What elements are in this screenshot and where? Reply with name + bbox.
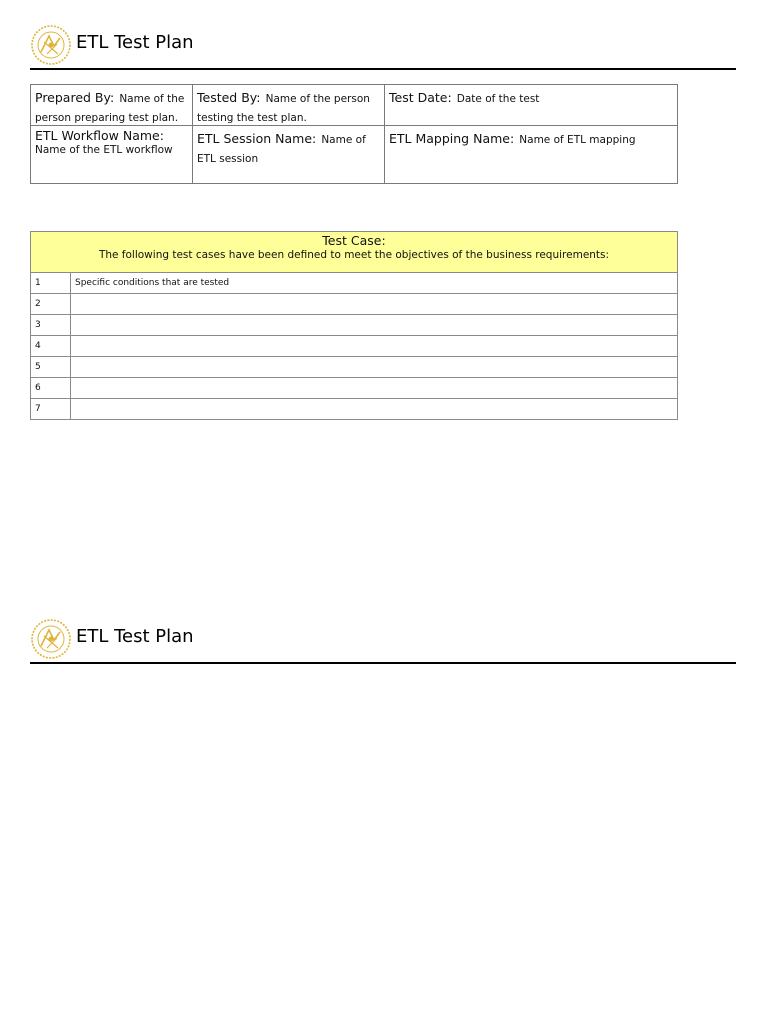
table-row xyxy=(31,273,678,294)
header-rule xyxy=(30,68,736,70)
table-row xyxy=(31,357,678,378)
row-text[interactable]: Specific conditions that are tested xyxy=(71,273,678,294)
table-row xyxy=(31,399,678,420)
row-number: 6 xyxy=(31,378,71,399)
workflow-cell xyxy=(31,126,193,184)
session-label: ETL Session Name: xyxy=(197,131,317,146)
table-row xyxy=(31,315,678,336)
table-row xyxy=(31,294,678,315)
gold-seal-logo-icon xyxy=(30,618,72,660)
mapping-cell xyxy=(385,126,678,184)
test-date-label: Test Date: xyxy=(389,90,452,105)
gold-seal-logo-icon xyxy=(30,24,72,66)
page-header xyxy=(30,24,736,68)
mapping-label: ETL Mapping Name: xyxy=(389,131,515,146)
tested-by-value: Name of the person testing the test plan. xyxy=(197,93,370,124)
test-plan-info-table xyxy=(30,84,678,184)
test-case-header-row xyxy=(31,232,678,273)
tested-by-cell xyxy=(193,85,385,126)
row-number: 1 xyxy=(31,273,71,294)
row-text[interactable] xyxy=(71,399,678,420)
test-case-table xyxy=(30,231,678,420)
second-header-rule xyxy=(30,662,736,664)
table-row xyxy=(31,378,678,399)
workflow-value: Name of the ETL workflow xyxy=(35,144,173,156)
prepared-by-cell xyxy=(31,85,193,126)
row-text[interactable] xyxy=(71,336,678,357)
workflow-label: ETL Workflow Name: xyxy=(35,128,164,143)
row-number: 7 xyxy=(31,399,71,420)
test-case-subtitle: The following test cases have been defined to meet the objectives of the business requirements: xyxy=(98,249,610,261)
tested-by-label: Tested By: xyxy=(197,90,261,105)
row-number: 3 xyxy=(31,315,71,336)
page-title: ETL Test Plan xyxy=(76,32,194,53)
second-page-title: ETL Test Plan xyxy=(76,626,194,647)
table-row xyxy=(31,336,678,357)
session-value: Name of ETL session xyxy=(197,134,366,165)
test-date-cell xyxy=(385,85,678,126)
prepared-by-value: Name of the person preparing test plan. xyxy=(35,93,185,124)
test-date-value: Date of the test xyxy=(456,93,540,105)
second-page-header xyxy=(30,618,736,662)
row-text[interactable] xyxy=(71,357,678,378)
row-text[interactable] xyxy=(71,315,678,336)
row-text[interactable] xyxy=(71,294,678,315)
prepared-by-label: Prepared By: xyxy=(35,90,115,105)
test-case-title: Test Case: xyxy=(322,233,386,248)
session-cell xyxy=(193,126,385,184)
row-text[interactable] xyxy=(71,378,678,399)
row-number: 5 xyxy=(31,357,71,378)
mapping-value: Name of ETL mapping xyxy=(519,134,636,146)
row-number: 2 xyxy=(31,294,71,315)
test-case-header-cell xyxy=(31,232,678,273)
row-number: 4 xyxy=(31,336,71,357)
